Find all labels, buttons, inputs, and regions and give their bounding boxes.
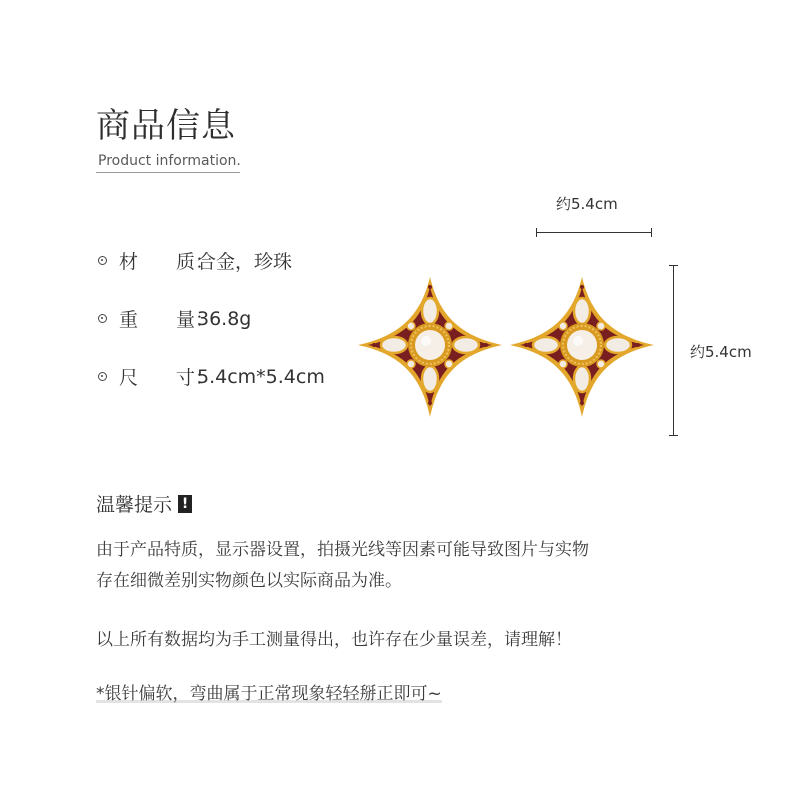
tips-title <box>96 490 192 517</box>
spec-value: 合金，珍珠 <box>197 251 293 273</box>
target-bullet-icon <box>98 256 107 265</box>
height-dimension-line <box>673 265 674 436</box>
spec-value: 36.8g <box>197 307 252 330</box>
tips-line-3: 以上所有数据均为手工测量得出，也许存在少量误差，请理解！ <box>96 630 572 650</box>
page-title: 商品信息 <box>96 106 236 146</box>
exclamation-icon: ! <box>178 495 192 513</box>
spec-label: 重 量： <box>119 309 215 331</box>
earrings-product-image <box>352 270 662 420</box>
tips-line-2: 存在细微差别实物颜色以实际商品为准。 <box>96 571 402 591</box>
target-bullet-icon <box>98 314 107 323</box>
height-dimension-label: 约5.4cm <box>690 343 752 361</box>
width-dimension-label: 约5.4cm <box>556 195 618 213</box>
width-dimension-line <box>536 232 652 233</box>
spec-label: 尺 寸： <box>119 367 215 389</box>
spec-row-size <box>98 363 325 390</box>
tips-line-4: *银针偏软，弯曲属于正常现象轻轻掰正即可~ <box>96 684 442 704</box>
spec-row-weight <box>98 305 251 332</box>
spec-value: 5.4cm*5.4cm <box>197 365 325 388</box>
page-subtitle: Product information. <box>98 153 241 169</box>
target-bullet-icon <box>98 372 107 381</box>
tips-title-text: 温馨提示 <box>96 494 173 516</box>
tips-line-1: 由于产品特质，显示器设置，拍摄光线等因素可能导致图片与实物 <box>96 540 589 560</box>
spec-row-material <box>98 247 292 274</box>
spec-label: 材 质： <box>119 251 215 273</box>
subtitle-underline <box>96 172 240 173</box>
